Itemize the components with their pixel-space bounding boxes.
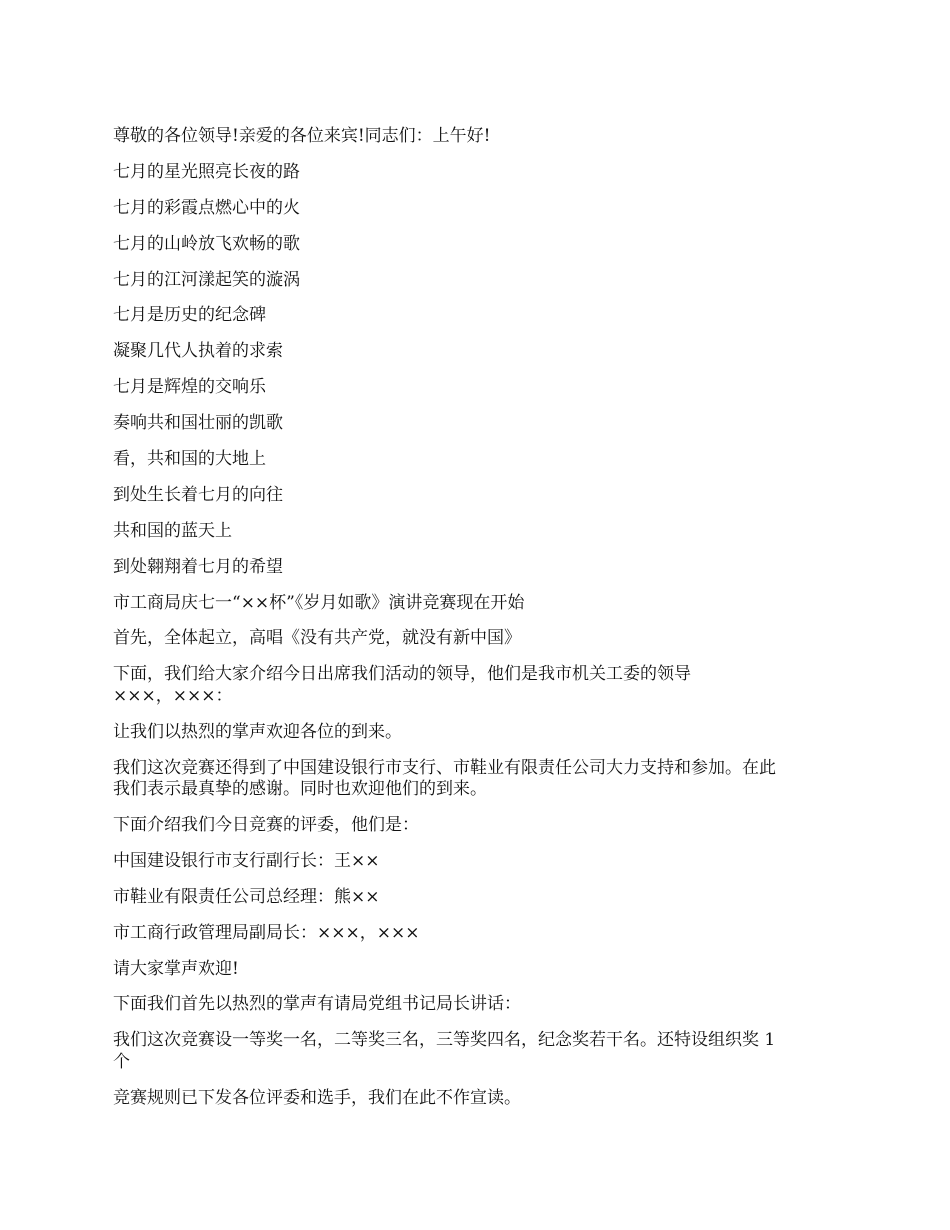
anthem-paragraph: 首先，全体起立，高唱《没有共产党，就没有新中国》 <box>113 628 521 649</box>
judges-intro-paragraph: 下面介绍我们今日竞赛的评委，他们是： <box>113 815 419 836</box>
rules-paragraph: 竞赛规则已下发各位评委和选手，我们在此不作宣读。 <box>113 1087 521 1108</box>
opening-announcement: 市工商局庆七一“××杯”《岁月如歌》演讲竞赛现在开始 <box>113 592 525 613</box>
poem-line: 七月的星光照亮长夜的路 <box>113 161 300 182</box>
speech-invite-paragraph: 下面我们首先以热烈的掌声有请局党组书记局长讲话： <box>113 994 521 1015</box>
applause-paragraph: 请大家掌声欢迎! <box>113 958 239 979</box>
poem-line: 凝聚几代人执着的求索 <box>113 341 283 362</box>
poem-line: 七月是辉煌的交响乐 <box>113 377 266 398</box>
poem-line: 到处翱翔着七月的希望 <box>113 556 283 577</box>
judge-line: 市工商行政管理局副局长：×××，××× <box>113 922 420 943</box>
greeting-paragraph: 尊敬的各位领导!亲爱的各位来宾!同志们：上午好! <box>113 126 491 146</box>
poem-line: 七月的江河漾起笑的漩涡 <box>113 269 300 290</box>
poem-line: 七月的山岭放飞欢畅的歌 <box>113 233 300 254</box>
leaders-intro-paragraph: 下面，我们给大家介绍今日出席我们活动的领导，他们是我市机关工委的领导 ×××，×××： <box>113 664 691 706</box>
poem-line: 七月的彩霞点燃心中的火 <box>113 197 300 218</box>
judge-line: 中国建设银行市支行副行长：王×× <box>113 850 380 871</box>
poem-line: 到处生长着七月的向往 <box>113 484 283 505</box>
poem-line: 奏响共和国壮丽的凯歌 <box>113 413 283 434</box>
poem-line: 看，共和国的大地上 <box>113 449 266 470</box>
awards-paragraph: 我们这次竞赛设一等奖一名，二等奖三名，三等奖四名，纪念奖若干名。还特设组织奖 1 个 <box>113 1030 776 1072</box>
poem-line: 共和国的蓝天上 <box>113 520 232 541</box>
document-body <box>113 126 843 1124</box>
sponsors-paragraph: 我们这次竞赛还得到了中国建设银行市支行、市鞋业有限责任公司大力支持和参加。在此 我们表示最真挚的感谢。同时也欢迎他们的到来。 <box>113 757 776 800</box>
poem-line: 七月是历史的纪念碑 <box>113 305 266 326</box>
welcome-paragraph: 让我们以热烈的掌声欢迎各位的到来。 <box>113 721 402 742</box>
judge-line: 市鞋业有限责任公司总经理：熊×× <box>113 886 380 907</box>
